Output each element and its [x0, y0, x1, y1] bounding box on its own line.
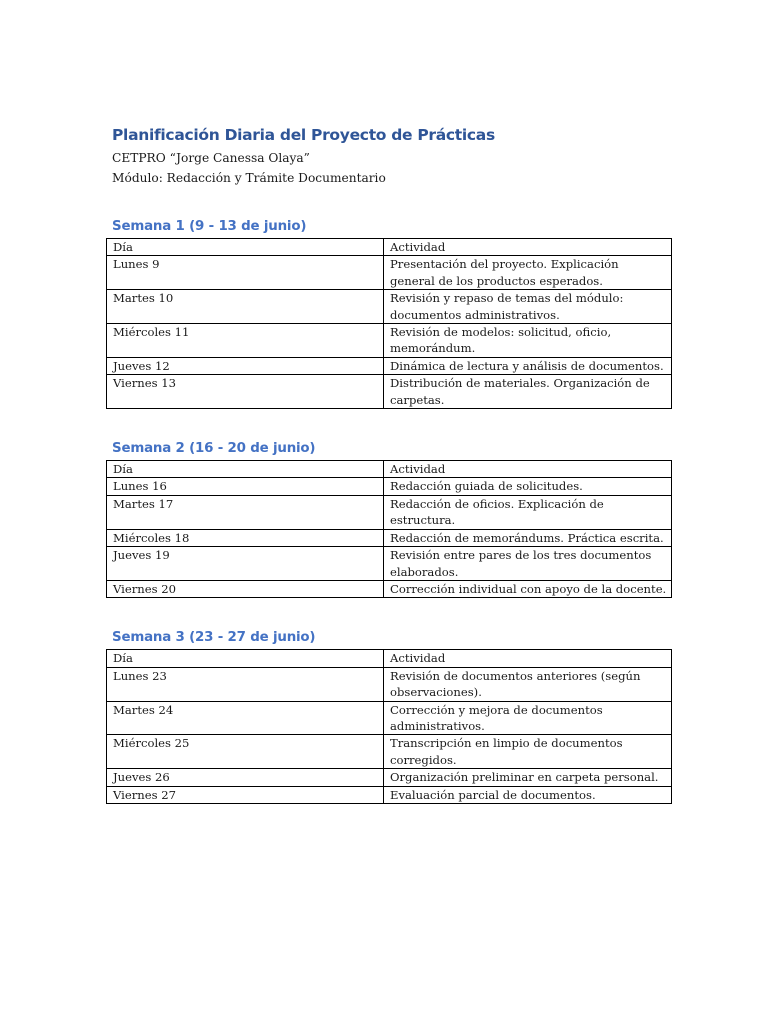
table-row	[107, 701, 672, 735]
day-cell: Miércoles 18	[107, 529, 384, 546]
table-row	[107, 495, 672, 529]
week-section-1	[106, 216, 664, 409]
institution-name: CETPRO “Jorge Canessa Olaya”	[112, 151, 310, 165]
week-title: Semana 3 (23 - 27 de junio)	[112, 630, 316, 646]
module-name: Módulo: Redacción y Trámite Documentario	[112, 171, 386, 185]
table-row	[107, 478, 672, 495]
activity-cell: Redacción de memorándums. Práctica escrita.	[384, 529, 672, 546]
table-row	[107, 357, 672, 374]
activity-cell: Transcripción en limpio de documentos corregidos.	[384, 735, 672, 769]
document-page	[106, 122, 667, 804]
day-cell: Lunes 23	[107, 667, 384, 701]
header-day: Día	[107, 239, 384, 256]
table-header-row	[107, 650, 672, 667]
activity-cell: Redacción guiada de solicitudes.	[384, 478, 672, 495]
day-cell: Lunes 16	[107, 478, 384, 495]
table-row	[107, 256, 672, 290]
table-row	[107, 786, 672, 803]
activity-cell: Revisión y repaso de temas del módulo: documentos administrativos.	[384, 290, 672, 324]
activity-cell: Evaluación parcial de documentos.	[384, 786, 672, 803]
header-activity: Actividad	[384, 239, 672, 256]
day-cell: Viernes 27	[107, 786, 384, 803]
table-row	[107, 529, 672, 546]
day-cell: Lunes 9	[107, 256, 384, 290]
week-section-2	[106, 438, 667, 598]
week-table	[106, 460, 672, 598]
header-activity: Actividad	[384, 461, 672, 478]
table-row	[107, 290, 672, 324]
day-cell: Jueves 19	[107, 547, 384, 581]
activity-cell: Distribución de materiales. Organización de carpetas.	[384, 375, 672, 409]
day-cell: Martes 10	[107, 290, 384, 324]
week-title: Semana 2 (16 - 20 de junio)	[112, 441, 316, 457]
activity-cell: Redacción de oficios. Explicación de estructura.	[384, 495, 672, 529]
week-title: Semana 1 (9 - 13 de junio)	[112, 219, 307, 234]
activity-cell: Presentación del proyecto. Explicación general de los productos esperados.	[384, 256, 672, 290]
activity-cell: Corrección y mejora de documentos administrativos.	[384, 701, 672, 735]
table-header-row	[107, 461, 672, 478]
activity-cell: Organización preliminar en carpeta personal.	[384, 769, 672, 786]
header-day: Día	[107, 650, 384, 667]
header-activity: Actividad	[384, 650, 672, 667]
day-cell: Jueves 12	[107, 357, 384, 374]
day-cell: Martes 24	[107, 701, 384, 735]
table-header-row	[107, 239, 672, 256]
activity-cell: Revisión entre pares de los tres documentos elaborados.	[384, 547, 672, 581]
table-row	[107, 547, 672, 581]
header-day: Día	[107, 461, 384, 478]
day-cell: Martes 17	[107, 495, 384, 529]
day-cell: Viernes 20	[107, 580, 384, 597]
table-row	[107, 769, 672, 786]
table-row	[107, 324, 672, 358]
week-table	[106, 649, 672, 804]
activity-cell: Revisión de modelos: solicitud, oficio, memorándum.	[384, 324, 672, 358]
activity-cell: Corrección individual con apoyo de la docente.	[384, 580, 672, 597]
week-table	[106, 238, 672, 409]
table-row	[107, 735, 672, 769]
table-row	[107, 667, 672, 701]
day-cell: Viernes 13	[107, 375, 384, 409]
table-row	[107, 580, 672, 597]
document-title: Planificación Diaria del Proyecto de Prácticas	[112, 126, 495, 144]
day-cell: Miércoles 11	[107, 324, 384, 358]
day-cell: Jueves 26	[107, 769, 384, 786]
day-cell: Miércoles 25	[107, 735, 384, 769]
week-section-3	[106, 627, 659, 804]
activity-cell: Dinámica de lectura y análisis de documentos.	[384, 357, 672, 374]
table-row	[107, 375, 672, 409]
activity-cell: Revisión de documentos anteriores (según observaciones).	[384, 667, 672, 701]
